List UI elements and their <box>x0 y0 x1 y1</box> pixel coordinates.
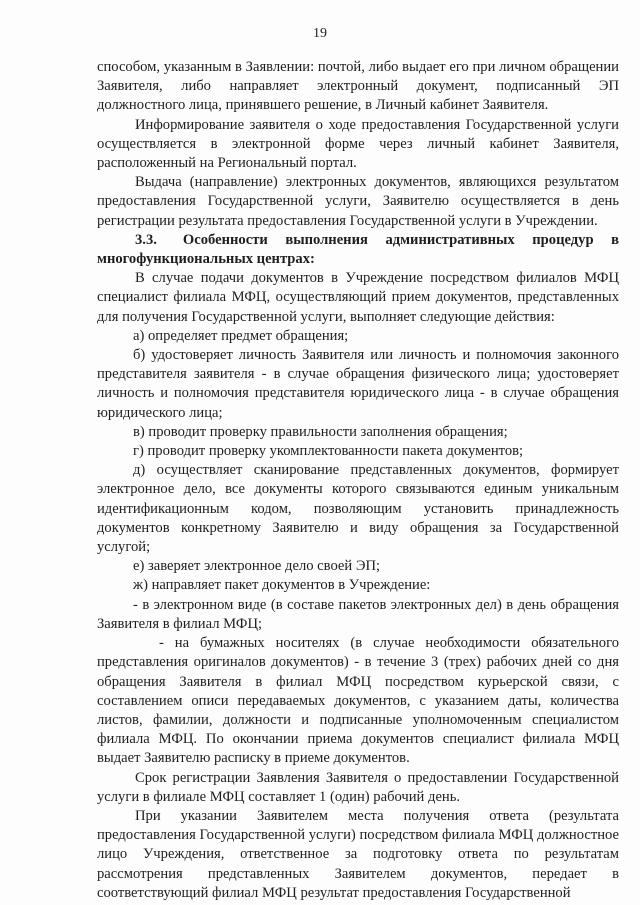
page-number: 19 <box>313 26 327 41</box>
page-content <box>97 58 619 903</box>
list-item: б) удостоверяет личность Заявителя или личность и полномочия законного представителя заявителя - в случае обращения физического лица; удостоверяет личность и полномочия представителя юридического лица - в случае обращения юридического лица; <box>97 347 619 421</box>
list-item: г) проводит проверку укомплектованности пакета документов; <box>133 443 524 460</box>
list-item: е) заверяет электронное дело своей ЭП; <box>133 558 381 575</box>
list-item: ж) направляет пакет документов в Учреждение: <box>133 577 431 594</box>
dash-item: - на бумажных носителях (в случае необходимости обязательного представления оригиналов документов) - в течение 3 (трех) рабочих дней со дня обращения Заявителя в филиал МФЦ посредством курьерской связи, с составлением описи передаваемых документов, с указанием даты, количества листов, фамилии, должности и подписанные уполномоченным специалистом филиала МФЦ. По окончании приема документов специалист филиала МФЦ выдает Заявителю расписку в приеме документов. <box>97 635 619 767</box>
dash-item: - в электронном виде (в составе пакетов электронных дел) в день обращения Заявителя в филиал МФЦ; <box>97 596 619 632</box>
paragraph: В случае подачи документов в Учреждение посредством филиалов МФЦ специалист филиала МФЦ, осуществляющий прием документов, представленных для получения Государственной услуги, выполняет следующие действия: <box>97 270 619 325</box>
paragraph: Выдача (направление) электронных документов, являющихся результатом предоставления Государственной услуги, Заявителю осуществляется в день регистрации результата предоставления Государственной услуги в Учреждении. <box>97 174 619 229</box>
paragraph: способом, указанным в Заявлении: почтой, либо выдает его при личном обращении Заявителя, либо направляет электронный документ, подписанный ЭП должностного лица, принявшего решение, в Личный кабинет Заявителя. <box>97 59 619 114</box>
list-item: д) осуществляет сканирование представленных документов, формирует электронное дело, все документы которого связываются единым уникальным идентификационным кодом, позволяющим установить принадлежность документов конкретному Заявителю и виду обращения за Государственной услугой; <box>97 462 619 556</box>
paragraph: Информирование заявителя о ходе предоставления Государственной услуги осуществляется в электронной форме через личный кабинет Заявителя, расположенный на Региональный портал. <box>97 116 619 172</box>
list-item: в) проводит проверку правильности заполнения обращения; <box>133 423 508 440</box>
list-item: а) определяет предмет обращения; <box>133 327 349 344</box>
section-heading <box>97 231 619 269</box>
paragraph: Срок регистрации Заявления Заявителя о предоставлении Государственной услуги в филиале МФЦ составляет 1 (один) рабочий день. <box>97 769 619 805</box>
section-number: 3.3. <box>135 231 157 248</box>
section-title: Особенности выполнения административных процедур в многофункциональных центрах: <box>97 231 619 268</box>
paragraph: При указании Заявителем места получения ответа (результата предоставления Государственной услуги) посредством филиала МФЦ должностное лицо Учреждения, ответственное за подготовку ответа по результатам рассмотрения представленных Заявителем документов, передает в соответствующий филиал МФЦ результат предоставления Государственной <box>97 807 619 901</box>
